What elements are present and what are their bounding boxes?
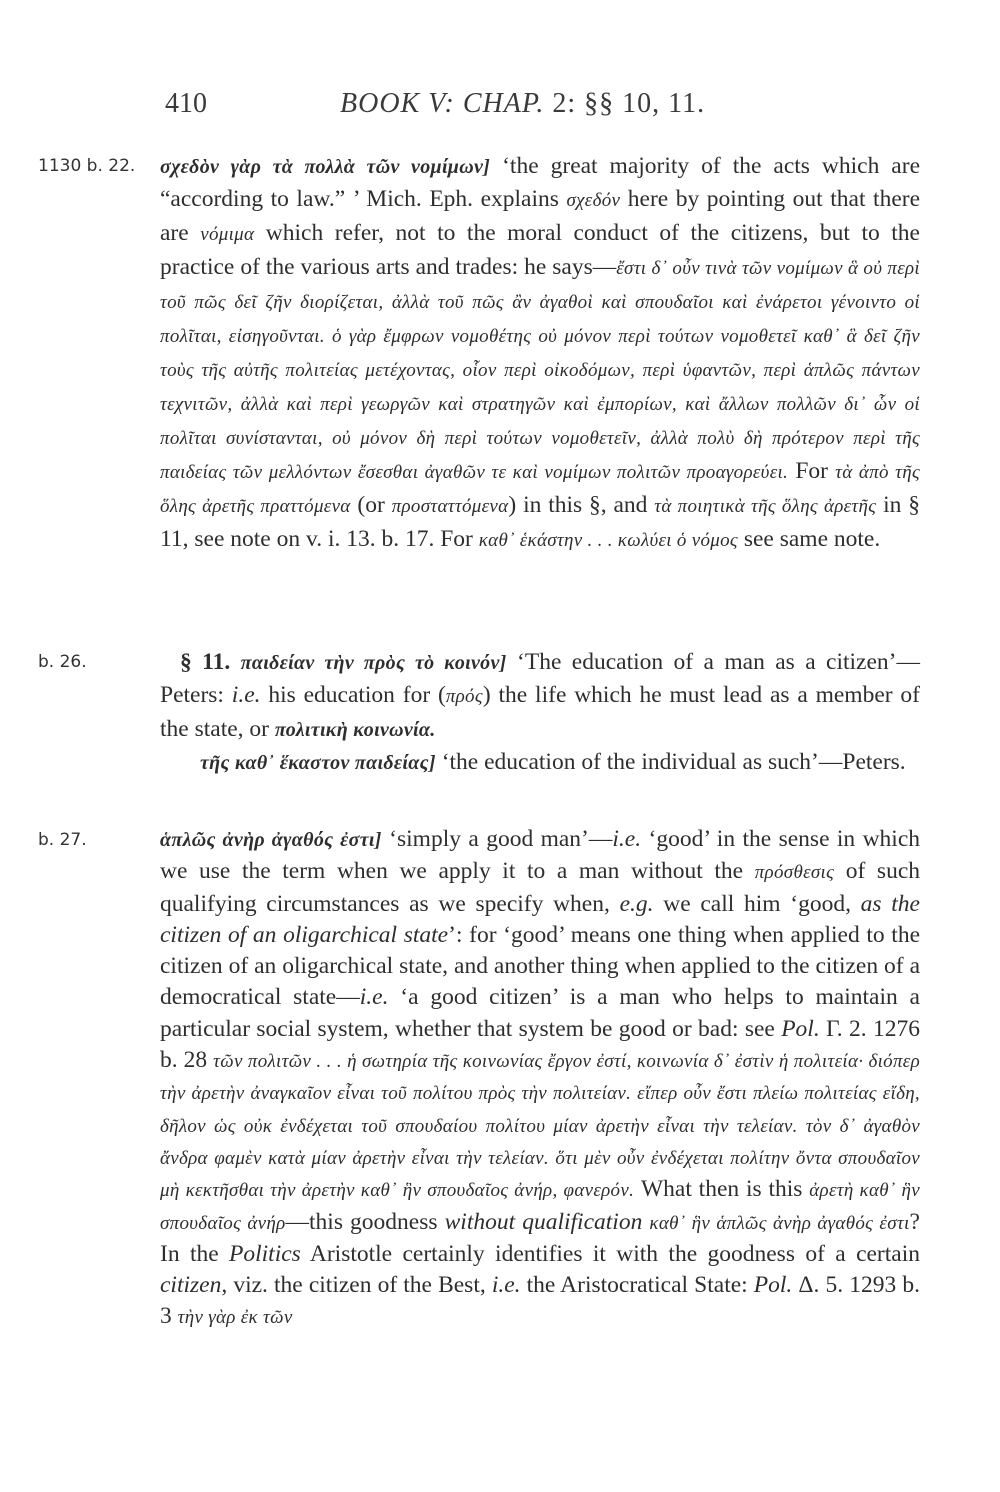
text-run: Γ. 2. 1276 b. 28 bbox=[160, 1015, 920, 1074]
line-reference: b. 26. bbox=[38, 652, 87, 672]
text-run: see same note. bbox=[737, 526, 881, 552]
greek-phrase: τὰ ἀπὸ τῆς ὅλης ἀρετῆς πραττόμενα bbox=[160, 462, 921, 517]
greek-phrase: πολιτικὴ κοινωνία. bbox=[274, 719, 436, 741]
text-run: —this goodness bbox=[285, 1208, 445, 1235]
abbreviation: i.e. bbox=[491, 1272, 521, 1299]
text-run: ? In the bbox=[160, 1208, 920, 1267]
commentary-text bbox=[160, 746, 920, 779]
greek-word: νόμιμα bbox=[200, 224, 255, 245]
text-run: his education for ( bbox=[260, 682, 446, 708]
greek-lemma: ἁπλῶς ἀνὴρ ἀγαθός ἐστι] bbox=[160, 829, 382, 851]
greek-lemma: παιδείαν τὴν πρὸς τὸ κοινόν] bbox=[240, 652, 507, 674]
text-run: , viz. the citizen of the Best, bbox=[221, 1272, 492, 1299]
abbreviation: e.g. bbox=[619, 890, 654, 917]
text-run: (or bbox=[350, 492, 392, 518]
greek-word: πρόσθεσις bbox=[754, 862, 835, 884]
text-run: of such qualifying circumstances as we specify when, bbox=[160, 858, 921, 917]
running-head bbox=[165, 88, 925, 122]
abbreviation: i.e. bbox=[612, 826, 642, 852]
work-title: Pol. bbox=[781, 1015, 820, 1042]
text-run: the Aristocratical State: bbox=[520, 1272, 754, 1299]
text-run: ‘the great majority of the acts which are “according to law.” ’ Mich. Eph. explains bbox=[160, 153, 920, 212]
greek-quotation: ἔστι δ᾽ οὖν τινὰ τῶν νομίμων ἃ οὐ περὶ τοῦ πῶς δεῖ ζῆν διορίζεται, ἀλλὰ τοῦ πῶς ἂν ἀγαθοὶ καὶ σπουδαῖοι καὶ ἐνάρετοι γένοιντο οἱ πολῖται, εἰσηγοῦνται. ὁ γὰρ ἔμφρων νομοθέτης οὐ μόνον περὶ τούτων νομοθετεῖ καθ᾽ ἃ δεῖ ζῆν τοὺς τῆς αὐτῆς πολιτείας μετέχοντας, οἷον περὶ οἰκοδόμων, περὶ ὑφαντῶν, περὶ ἁπλῶς πάντων τεχνιτῶν, ἀλλὰ καὶ περὶ γεωργῶν καὶ στρατηγῶν καὶ ἐμπορίων, καὶ ἄλλων πολλῶν δι᾽ ὧν οἱ πολῖται συνίστανται, οὐ μόνον δὴ περὶ τούτων νομοθετεῖν, ἀλλὰ πολὺ δὴ πρότερον περὶ τῆς παιδείας τῶν μελλόντων ἔσεσθαι ἀγαθῶν τε καὶ νομίμων πολιτῶν προαγορεύει. bbox=[160, 258, 920, 483]
greek-word: σχεδόν bbox=[566, 190, 621, 211]
text-run: ‘simply a good man’— bbox=[381, 826, 613, 852]
section-mark: § 11. bbox=[180, 649, 231, 675]
text-run: Δ. 5. 1293 b. 3 bbox=[160, 1272, 920, 1330]
greek-word: πρός bbox=[445, 686, 483, 707]
italic-phrase: without qualification bbox=[444, 1208, 643, 1235]
abbreviation: i.e. bbox=[231, 682, 261, 708]
text-run: ) in this §, and bbox=[508, 492, 655, 518]
text-run: Aristotle certainly identifies it with the goodness of a certain bbox=[300, 1240, 920, 1267]
text-run: we call him ‘good, bbox=[653, 890, 861, 917]
greek-lemma: σχεδὸν γὰρ τὰ πολλὰ τῶν νομίμων] bbox=[160, 156, 491, 178]
italic-word: citizen bbox=[160, 1272, 222, 1299]
line-reference: 1130 b. 22. bbox=[38, 156, 136, 176]
book-title: BOOK V: CHAP. bbox=[340, 88, 545, 119]
italic-phrase: as the citizen of an oligarchical state bbox=[160, 890, 920, 948]
book-chapter-title bbox=[340, 88, 705, 120]
greek-word: προσταττόμενα bbox=[391, 496, 509, 517]
page-number: 410 bbox=[165, 88, 207, 119]
commentary-text bbox=[160, 824, 920, 1334]
text-run: which refer, not to the moral conduct of the citizens, but to the practice of the various arts and trades: he says— bbox=[160, 220, 920, 280]
work-title: Pol. bbox=[753, 1272, 793, 1299]
greek-quotation: τῶν πολιτῶν . . . ἡ σωτηρία τῆς κοινωνίας ἔργον ἐστί, κοινωνία δ᾽ ἐστὶν ἡ πολιτεία· διόπερ τὴν ἀρετὴν ἀναγκαῖον εἶναι τοῦ πολίτου πρὸς τὴν πολιτείαν. εἴπερ οὖν ἔστι πλείω πολιτείας εἴδη, δῆλον ὡς οὐκ ἐνδέχεται τοῦ σπουδαίου πολίτου μίαν ἀρετὴν εἶναι τὴν τελείαν. τὸν δ᾽ ἀγαθὸν ἄνδρα φαμὲν κατὰ μίαν ἀρετὴν εἶναι τὴν τελείαν. ὅτι μὲν οὖν ἐνδέχεται πολίτην ὄντα σπουδαῖον μὴ κεκτῆσθαι τὴν ἀρετὴν καθ᾽ ἣν σπουδαῖος ἀνήρ, φανερόν. bbox=[160, 1051, 920, 1202]
text-run: What then is this bbox=[634, 1176, 810, 1203]
abbreviation: i.e. bbox=[359, 984, 389, 1011]
text-run: ’: for ‘good’ means one thing when applied to the citizen of an oligarchical state, and another thing when applied to the citizen of a democratical state— bbox=[160, 921, 920, 1011]
section-reference: 2: §§ 10, 11. bbox=[552, 88, 706, 119]
commentary-text bbox=[160, 646, 920, 746]
greek-phrase: καθ᾽ ἣν ἁπλῶς ἀνὴρ ἀγαθός ἐστι bbox=[649, 1212, 910, 1234]
greek-phrase: τὴν γὰρ ἐκ τῶν bbox=[177, 1307, 293, 1329]
greek-phrase: ἀρετὴ καθ᾽ ἣν σπουδαῖος ἀνήρ bbox=[160, 1180, 920, 1234]
text-run: ‘a good citizen’ is a man who helps to maintain a particular social system, whether that system be good or bad: see bbox=[160, 984, 920, 1042]
text-run: ‘The education of a man as a citizen’—Peters: bbox=[160, 649, 920, 708]
commentary-text bbox=[160, 150, 920, 557]
text-run: ‘good’ in the sense in which we use the term when we apply it to a man without the bbox=[160, 826, 921, 885]
text-run: ‘the education of the individual as such’—Peters. bbox=[435, 749, 906, 775]
text-run: in § 11, see note on v. i. 13. b. 17. For bbox=[160, 492, 920, 552]
text-run: For bbox=[788, 458, 836, 484]
text-run: here by pointing out that there are bbox=[160, 186, 921, 246]
work-title: Politics bbox=[229, 1240, 301, 1267]
text-run: ) the life which he must lead as a member of the state, or bbox=[160, 682, 920, 742]
line-reference: b. 27. bbox=[38, 830, 87, 850]
greek-phrase: τὰ ποιητικὰ τῆς ὅλης ἀρετῆς bbox=[654, 496, 877, 517]
greek-lemma: τῆς καθ᾽ ἕκαστον παιδείας] bbox=[200, 752, 436, 774]
greek-phrase: καθ᾽ ἑκάστην . . . κωλύει ὁ νόμος bbox=[478, 530, 738, 551]
